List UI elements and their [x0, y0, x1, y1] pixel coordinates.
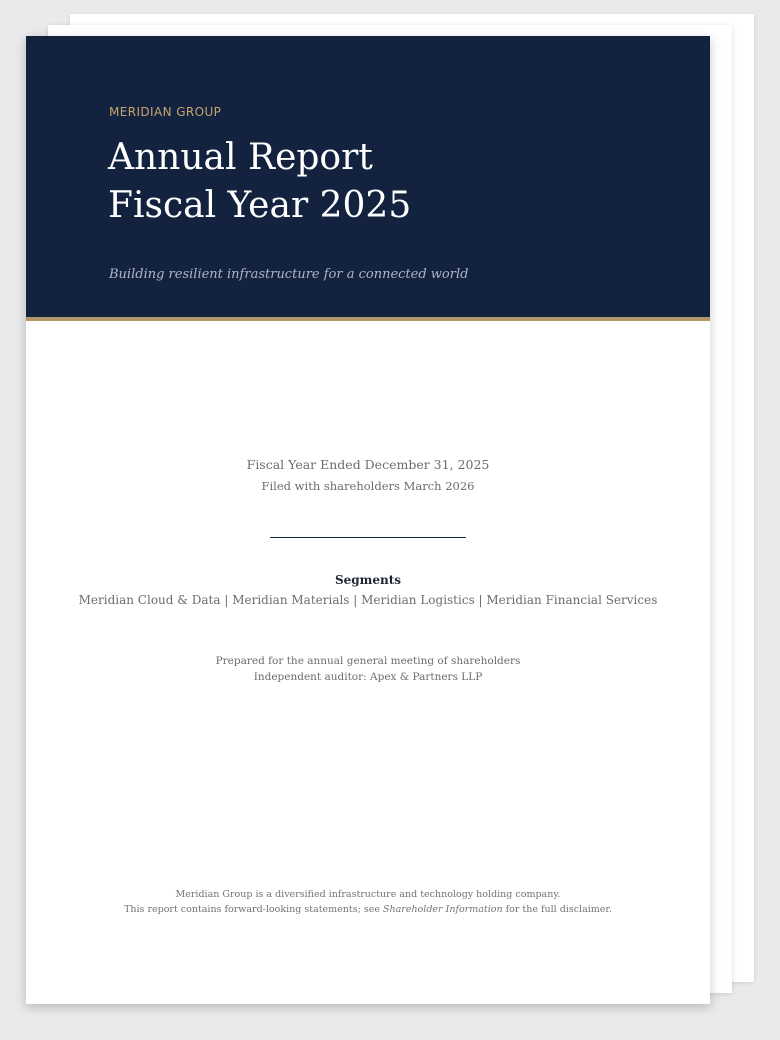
prepared-for-note: Prepared for the annual general meeting of shareholders — [215, 655, 521, 667]
cover-banner — [26, 36, 710, 317]
brand-name: MERIDIAN GROUP — [109, 105, 222, 119]
banner-accent-rule — [26, 317, 710, 321]
auditor-note: Independent auditor: Apex & Partners LLP — [253, 671, 483, 683]
report-tagline: Building resilient infrastructure for a connected world — [109, 267, 469, 282]
footer-disclaimer-prefix: This report contains forward-looking statements; see — [124, 904, 383, 915]
footer-disclaimer-suffix: for the full disclaimer. — [502, 904, 612, 915]
filed-date: Filed with shareholders March 2026 — [261, 479, 475, 493]
report-title-line-2: Fiscal Year 2025 — [108, 185, 412, 226]
shareholder-information-reference: Shareholder Information — [382, 904, 503, 915]
report-title — [108, 134, 668, 230]
segments-list: Meridian Cloud & Data | Meridian Materials | Meridian Logistics | Meridian Financial Services — [78, 593, 658, 607]
fiscal-year-ended: Fiscal Year Ended December 31, 2025 — [246, 457, 490, 472]
report-title-line-1: Annual Report — [108, 137, 373, 178]
section-divider — [270, 537, 466, 538]
report-cover-page — [26, 36, 710, 1004]
segments-heading: Segments — [334, 573, 402, 587]
footer-disclaimer — [26, 904, 710, 915]
footer-company-description: Meridian Group is a diversified infrastructure and technology holding company. — [175, 889, 561, 900]
